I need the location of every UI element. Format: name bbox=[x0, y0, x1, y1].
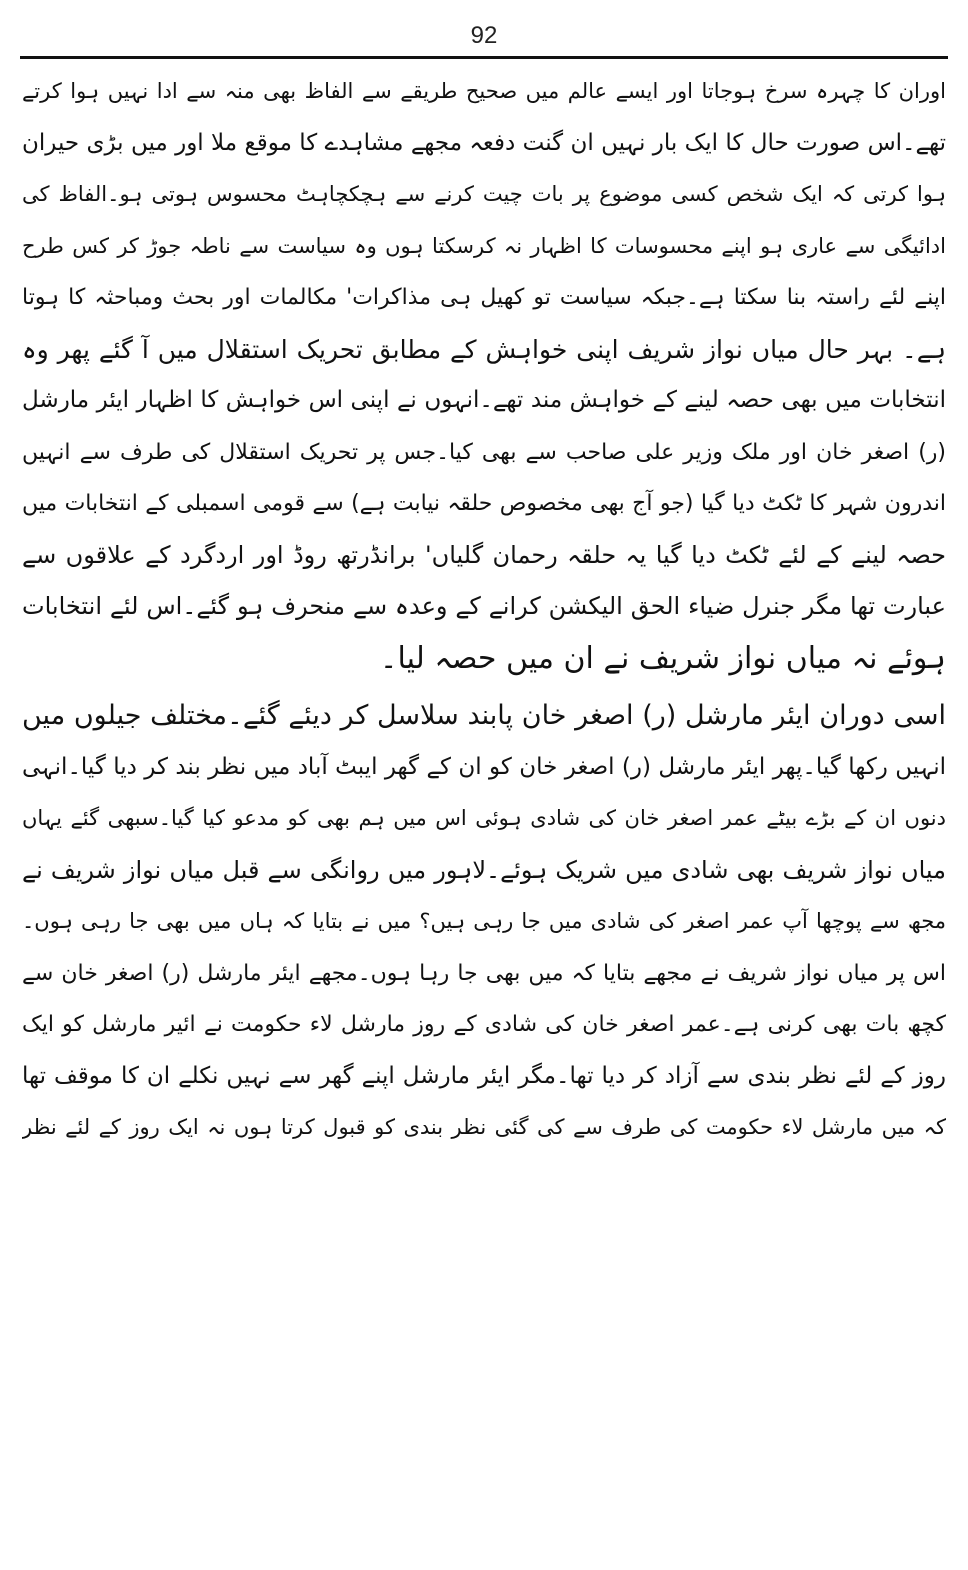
text-line: اسی دوران ایئر مارشل (ر) اصغر خان پابند سلاسل کر دیئے گئے۔مختلف جیلوں میں bbox=[22, 700, 946, 731]
text-line: ہوا کرتی کہ ایک شخص کسی موضوع پر بات چیت کرنے سے ہچکچاہٹ محسوس ہوتی ہو۔الفاظ کی bbox=[22, 182, 946, 206]
text-line: ہے۔ بہر حال میاں نواز شریف اپنی خواہش کے مطابق تحریک استقلال میں آ گئے پھر وہ bbox=[22, 334, 946, 364]
text-line: اپنے لئے راستہ بنا سکتا ہے۔جبکہ سیاست تو کھیل ہی مذاکرات' مکالمات اور بحث ومباحثہ کا ہوتا bbox=[22, 285, 946, 310]
text-line: انتخابات میں بھی حصہ لینے کے خواہش مند تھے۔انہوں نے اپنی اس خواہش کا اظہار ایئر مارشل bbox=[22, 387, 946, 413]
text-line: ادائیگی سے عاری ہو اپنے محسوسات کا اظہار نہ کرسکتا ہوں وہ سیاست سے ناطہ جوڑ کر کس طرح bbox=[22, 233, 946, 258]
text-line: ہوئے نہ میاں نواز شریف نے ان میں حصہ لیا۔ bbox=[379, 640, 946, 676]
text-line: انہیں رکھا گیا۔پھر ایئر مارشل (ر) اصغر خان کو ان کے گھر ایبٹ آباد میں نظر بند کر دیا گیا۔انہی bbox=[22, 753, 946, 780]
text-line: اوران کا چہرہ سرخ ہوجاتا اور ایسے عالم میں صحیح طریقے سے الفاظ بھی منہ سے ادا نہیں ہوا کرتے bbox=[22, 79, 946, 103]
text-line: اندرون شہر کا ٹکٹ دیا گیا (جو آج بھی مخصوص حلقہ نیابت ہے) سے قومی اسمبلی کے انتخابات میں bbox=[22, 491, 946, 516]
text-line: (ر) اصغر خان اور ملک وزیر علی صاحب سے بھی کیا۔جس پر تحریک استقلال کی طرف سے انہیں bbox=[22, 439, 946, 465]
text-line: اس پر میاں نواز شریف نے مجھے بتایا کہ میں بھی جا رہا ہوں۔مجھے ایئر مارشل (ر) اصغر خان سے bbox=[22, 960, 946, 986]
text-line: کچھ بات بھی کرنی ہے۔عمر اصغر خان کی شادی کے روز مارشل لاء حکومت نے ائیر مارشل کو ایک bbox=[22, 1012, 946, 1037]
text-line: میاں نواز شریف بھی شادی میں شریک ہوئے۔لاہور میں روانگی سے قبل میاں نواز شریف نے bbox=[22, 855, 946, 884]
text-line: کہ میں مارشل لاء حکومت کی طرف سے کی گئی نظر بندی کو قبول کرتا ہوں نہ ایک روز کے لئے نظر bbox=[22, 1115, 946, 1139]
text-line: عبارت تھا مگر جنرل ضیاء الحق الیکشن کرانے کے وعدہ سے منحرف ہو گئے۔اس لئے انتخابات bbox=[22, 592, 946, 620]
text-line: تھے۔اس صورت حال کا ایک بار نہیں ان گنت دفعہ مجھے مشاہدے کا موقع ملا اور میں بڑی حیران bbox=[22, 129, 946, 156]
header-rule bbox=[20, 56, 948, 59]
page-number: 92 bbox=[470, 22, 498, 49]
text-line: روز کے لئے نظر بندی سے آزاد کر دیا تھا۔مگر ایئر مارشل اپنے گھر سے نہیں نکلے ان کا موقف تھا bbox=[22, 1062, 946, 1089]
text-line: حصہ لینے کے لئے ٹکٹ دیا گیا یہ حلقہ رحمان گلیاں' برانڈرتھ روڈ اور اردگرد کے علاقوں سے bbox=[22, 540, 946, 569]
page-text bbox=[22, 66, 946, 1154]
text-line: مجھ سے پوچھا آپ عمر اصغر کی شادی میں جا رہی ہیں؟ میں نے بتایا کہ ہاں میں بھی جا رہی ہوں۔ bbox=[22, 909, 946, 933]
text-line: دنوں ان کے بڑے بیٹے عمر اصغر خان کی شادی ہوئی اس میں ہم بھی کو مدعو کیا گیا۔سبھی گئے یہاں bbox=[22, 806, 946, 830]
